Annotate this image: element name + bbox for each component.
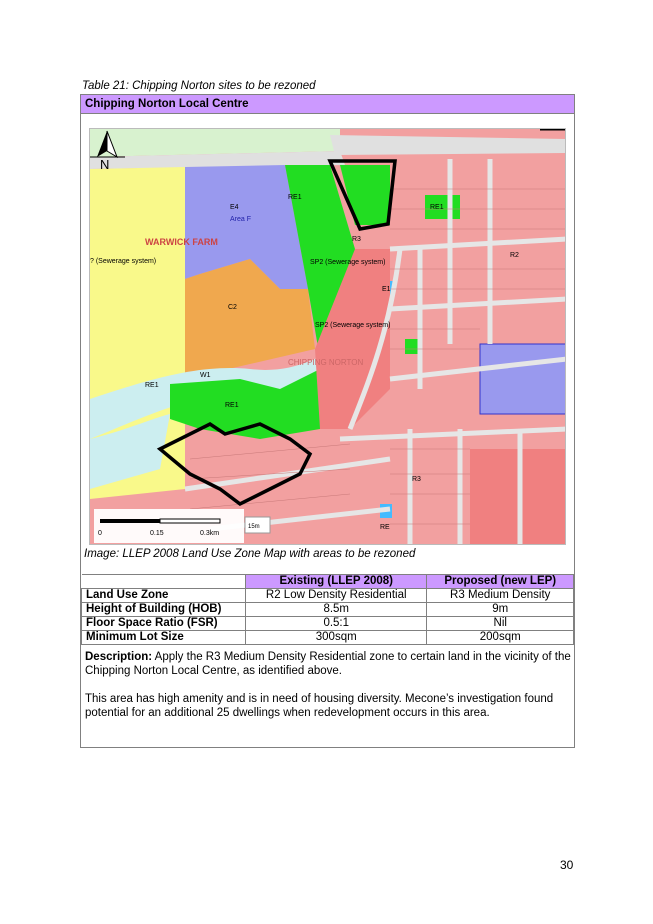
description-lead: Description:	[85, 651, 153, 663]
label-e1: E1	[382, 286, 391, 293]
existing-value: 0.5:1	[246, 617, 427, 631]
label-r3-north: R3	[352, 236, 361, 243]
label-sewerage-left: ? (Sewerage system)	[90, 258, 157, 265]
row-label: Minimum Lot Size	[82, 631, 246, 645]
description-text-1: Apply the R3 Medium Density Residential zone to certain land in the vicinity of the Chipping Norton Local Centre, as identified above.	[85, 651, 571, 677]
label-sp2-north: SP2 (Sewerage system)	[310, 259, 386, 266]
description	[85, 650, 571, 734]
rezoning-table-frame	[80, 94, 575, 748]
table-row	[82, 589, 574, 603]
label-re1-south: RE1	[225, 402, 239, 409]
label-re: RE	[380, 524, 390, 531]
existing-value: 8.5m	[246, 603, 427, 617]
zone-map-svg	[90, 129, 566, 545]
label-re1-small: RE1	[430, 204, 444, 211]
row-label: Land Use Zone	[82, 589, 246, 603]
image-caption: Image: LLEP 2008 Land Use Zone Map with areas to be rezoned	[84, 548, 416, 560]
existing-value: 300sqm	[246, 631, 427, 645]
zoning-table	[81, 574, 574, 645]
label-c2: C2	[228, 304, 237, 311]
blank-header-cell	[82, 575, 246, 589]
label-chipping-norton: CHIPPING NORTON	[288, 358, 364, 367]
scale-0: 0	[98, 530, 102, 537]
table-row	[82, 631, 574, 645]
table-header: Chipping Norton Local Centre	[81, 95, 574, 114]
proposed-value: 200sqm	[427, 631, 574, 645]
description-paragraph-2: This area has high amenity and is in need of housing diversity. Mecone’s investigation found potential for an additional 25 dwellings when redevelopment occurs in this area.	[85, 693, 554, 719]
proposed-value: Nil	[427, 617, 574, 631]
table-caption: Table 21: Chipping Norton sites to be rezoned	[82, 80, 316, 92]
label-e4: E4	[230, 204, 239, 211]
e4-zone-east	[480, 344, 566, 414]
label-area-f: Area F	[230, 216, 252, 223]
label-r3-south: R3	[412, 476, 421, 483]
scale-015: 0.15	[150, 530, 164, 537]
zone-map	[89, 128, 566, 545]
page-number: 30	[560, 858, 574, 872]
existing-header: Existing (LLEP 2008)	[246, 575, 427, 589]
existing-value: R2 Low Density Residential	[246, 589, 427, 603]
table-row	[82, 617, 574, 631]
label-re1-north: RE1	[288, 194, 302, 201]
proposed-header: Proposed (new LEP)	[427, 575, 574, 589]
proposed-value: 9m	[427, 603, 574, 617]
scale-03km: 0.3km	[200, 530, 220, 537]
label-warwick-farm: WARWICK FARM	[145, 237, 218, 247]
proposed-value: R3 Medium Density	[427, 589, 574, 603]
row-label: Floor Space Ratio (FSR)	[82, 617, 246, 631]
scale-box: 15m	[248, 524, 260, 530]
table-row	[82, 603, 574, 617]
label-r2: R2	[510, 252, 519, 259]
north-label: N	[100, 157, 110, 172]
label-sp2-south: SP2 (Sewerage system)	[315, 322, 391, 329]
label-re1-west: RE1	[145, 382, 159, 389]
row-label: Height of Building (HOB)	[82, 603, 246, 617]
description-paragraph-1	[85, 650, 571, 678]
scale-bar	[94, 509, 270, 543]
label-w1: W1	[200, 372, 211, 379]
table-header-row	[82, 575, 574, 589]
